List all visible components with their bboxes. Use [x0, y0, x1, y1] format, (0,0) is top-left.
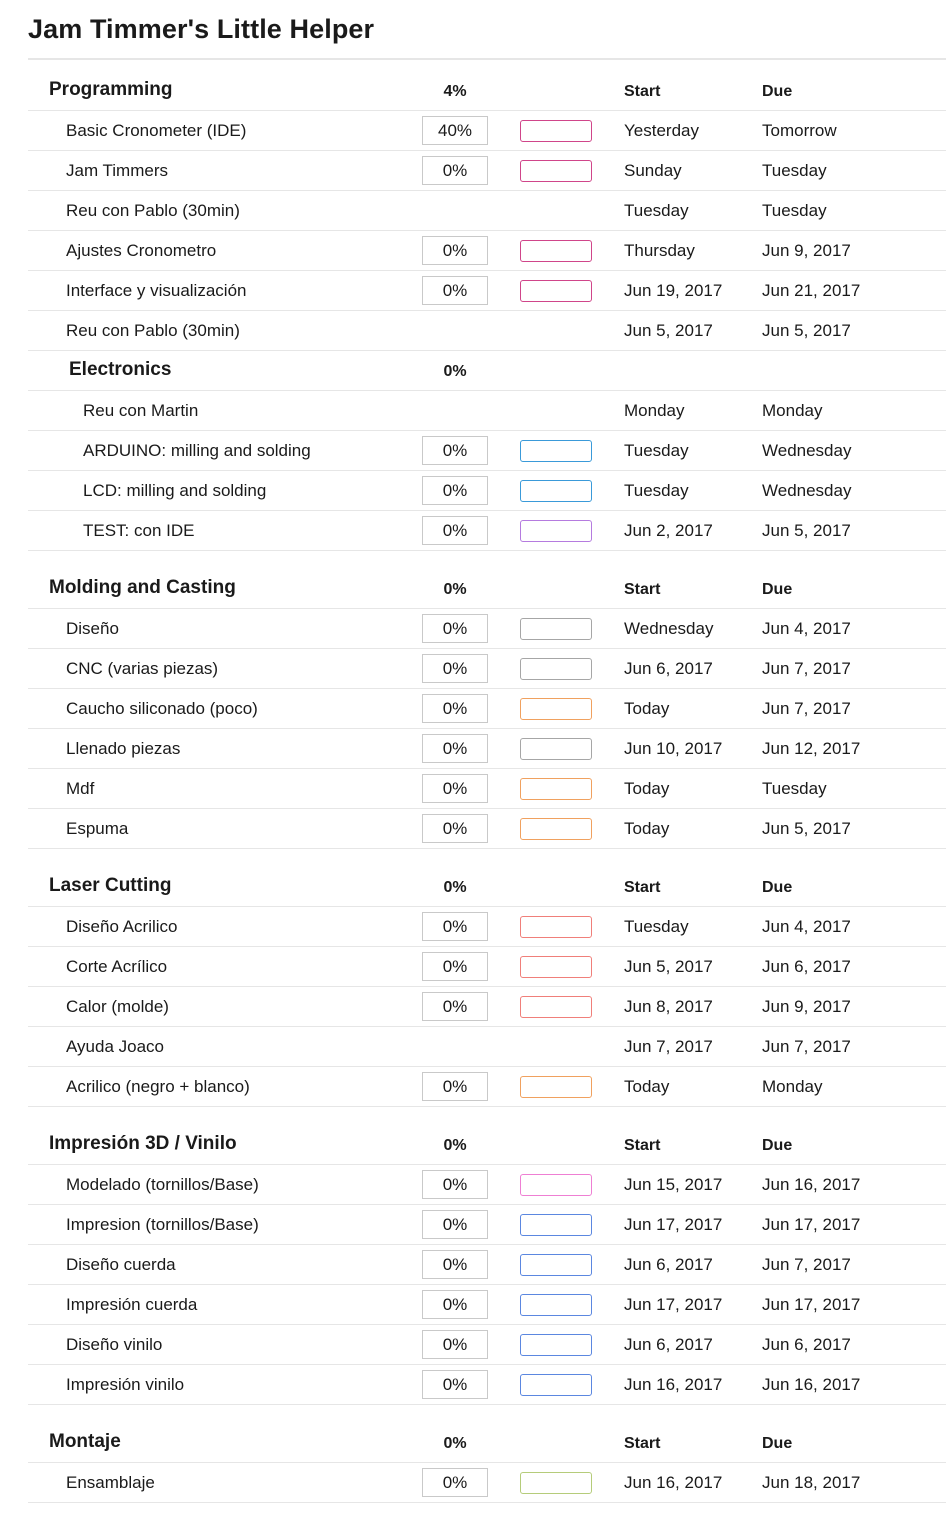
task-name[interactable]: CNC (varias piezas) [66, 659, 219, 678]
task-name[interactable]: Llenado piezas [66, 739, 181, 758]
task-due-date[interactable]: Jun 16, 2017 [762, 1175, 861, 1194]
task-name[interactable]: Calor (molde) [66, 997, 169, 1016]
column-header-start: Start [624, 1137, 661, 1154]
task-due-date[interactable]: Jun 21, 2017 [762, 281, 861, 300]
section-title: Electronics [69, 359, 172, 380]
task-color-swatch[interactable] [520, 996, 592, 1018]
task-progress-field[interactable]: 0% [422, 276, 488, 305]
task-row[interactable] [28, 729, 946, 769]
task-start-date[interactable]: Tuesday [624, 481, 689, 500]
section-progress: 0% [443, 879, 467, 896]
column-header-start: Start [624, 83, 661, 100]
task-due-date[interactable]: Wednesday [762, 441, 852, 460]
task-due-date[interactable]: Jun 9, 2017 [762, 997, 851, 1016]
task-progress-field[interactable]: 0% [422, 1250, 488, 1279]
task-row[interactable] [28, 191, 946, 231]
column-header-due: Due [762, 83, 793, 100]
section-header-montaje [28, 1423, 946, 1463]
task-due-date[interactable]: Tuesday [762, 779, 827, 798]
task-start-date[interactable]: Tuesday [624, 201, 689, 220]
task-row[interactable] [28, 1067, 946, 1107]
task-name[interactable]: Ensamblaje [66, 1473, 155, 1492]
section-header-impresion-3d-vinilo [28, 1125, 946, 1165]
task-start-date[interactable]: Yesterday [624, 121, 699, 140]
task-due-date[interactable]: Jun 12, 2017 [762, 739, 861, 758]
task-row[interactable] [28, 947, 946, 987]
task-name[interactable]: Acrilico (negro + blanco) [66, 1077, 250, 1096]
task-row[interactable] [28, 271, 946, 311]
task-name[interactable]: Diseño vinilo [66, 1335, 163, 1354]
task-due-date[interactable]: Jun 6, 2017 [762, 1335, 851, 1354]
task-color-swatch[interactable] [520, 1472, 592, 1494]
task-due-date[interactable]: Jun 16, 2017 [762, 1375, 861, 1394]
task-start-date[interactable]: Jun 17, 2017 [624, 1215, 723, 1234]
task-due-date[interactable]: Jun 7, 2017 [762, 699, 851, 718]
task-color-swatch[interactable] [520, 480, 592, 502]
task-row[interactable] [28, 1205, 946, 1245]
task-progress-field[interactable]: 0% [422, 1330, 488, 1359]
task-row[interactable] [28, 1165, 946, 1205]
section-header-molding-and-casting [28, 569, 946, 609]
task-start-date[interactable]: Jun 5, 2017 [624, 957, 713, 976]
section-title: Programming [49, 79, 173, 100]
task-name[interactable]: Reu con Pablo (30min) [66, 321, 240, 340]
task-row[interactable] [28, 809, 946, 849]
task-start-date[interactable]: Jun 6, 2017 [624, 1335, 713, 1354]
task-name[interactable]: Mdf [66, 779, 95, 798]
task-name[interactable]: Reu con Pablo (30min) [66, 201, 240, 220]
task-due-date[interactable]: Jun 7, 2017 [762, 1037, 851, 1056]
task-due-date[interactable]: Jun 17, 2017 [762, 1215, 861, 1234]
task-progress-field[interactable]: 0% [422, 1370, 488, 1399]
task-due-date[interactable]: Wednesday [762, 481, 852, 500]
section-header-electronics [28, 351, 946, 391]
task-row[interactable] [28, 311, 946, 351]
task-due-date[interactable]: Jun 7, 2017 [762, 659, 851, 678]
task-due-date[interactable]: Jun 5, 2017 [762, 321, 851, 340]
section-header-programming [28, 71, 946, 111]
task-name[interactable]: Corte Acrílico [66, 957, 168, 976]
task-progress-field[interactable]: 0% [422, 614, 488, 643]
section-progress: 0% [443, 1435, 467, 1452]
task-row[interactable] [28, 1285, 946, 1325]
task-row[interactable] [28, 609, 946, 649]
section-title: Laser Cutting [49, 875, 172, 896]
task-start-date[interactable]: Jun 16, 2017 [624, 1375, 723, 1394]
task-progress-field[interactable]: 0% [422, 436, 488, 465]
task-progress-field[interactable]: 0% [422, 1170, 488, 1199]
task-color-swatch[interactable] [520, 618, 592, 640]
column-header-start: Start [624, 879, 661, 896]
task-row[interactable] [28, 1463, 946, 1503]
task-start-date[interactable]: Jun 16, 2017 [624, 1473, 723, 1492]
task-row[interactable] [28, 649, 946, 689]
task-name[interactable]: Impresión vinilo [66, 1375, 185, 1394]
column-header-start: Start [624, 1435, 661, 1452]
task-progress-field[interactable]: 0% [422, 814, 488, 843]
task-progress-field[interactable]: 0% [422, 694, 488, 723]
task-due-date[interactable]: Jun 18, 2017 [762, 1473, 861, 1492]
task-due-date[interactable]: Jun 5, 2017 [762, 521, 851, 540]
task-progress-field[interactable]: 0% [422, 952, 488, 981]
task-due-date[interactable]: Jun 4, 2017 [762, 917, 851, 936]
task-color-swatch[interactable] [520, 1214, 592, 1236]
task-due-date[interactable]: Tuesday [762, 161, 827, 180]
task-name[interactable]: Diseño cuerda [66, 1255, 176, 1274]
task-start-date[interactable]: Today [624, 819, 670, 838]
task-color-swatch[interactable] [520, 658, 592, 680]
task-start-date[interactable]: Monday [624, 401, 685, 420]
task-name[interactable]: Modelado (tornillos/Base) [66, 1175, 259, 1194]
task-row[interactable] [28, 689, 946, 729]
task-start-date[interactable]: Jun 6, 2017 [624, 659, 713, 678]
task-start-date[interactable]: Jun 7, 2017 [624, 1037, 713, 1056]
task-due-date[interactable]: Monday [762, 1077, 823, 1096]
task-color-swatch[interactable] [520, 160, 592, 182]
task-name[interactable]: Ayuda Joaco [66, 1037, 164, 1056]
task-color-swatch[interactable] [520, 240, 592, 262]
task-progress-field[interactable]: 0% [422, 734, 488, 763]
task-progress-field[interactable]: 0% [422, 516, 488, 545]
task-row[interactable] [28, 511, 946, 551]
task-row[interactable] [28, 1365, 946, 1405]
task-color-swatch[interactable] [520, 1374, 592, 1396]
task-start-date[interactable]: Jun 15, 2017 [624, 1175, 723, 1194]
task-color-swatch[interactable] [520, 1254, 592, 1276]
task-start-date[interactable]: Tuesday [624, 917, 689, 936]
title-divider [28, 58, 946, 60]
task-due-date[interactable]: Jun 5, 2017 [762, 819, 851, 838]
section-progress: 0% [443, 581, 467, 598]
task-color-swatch[interactable] [520, 778, 592, 800]
task-name[interactable]: Ajustes Cronometro [66, 241, 217, 260]
task-start-date[interactable]: Wednesday [624, 619, 714, 638]
page-title: Jam Timmer's Little Helper [28, 14, 375, 44]
task-start-date[interactable]: Tuesday [624, 441, 689, 460]
task-row[interactable] [28, 987, 946, 1027]
task-color-swatch[interactable] [520, 1076, 592, 1098]
task-color-swatch[interactable] [520, 916, 592, 938]
task-start-date[interactable]: Jun 17, 2017 [624, 1295, 723, 1314]
task-name[interactable]: Impresión cuerda [66, 1295, 198, 1314]
task-progress-field[interactable]: 0% [422, 1290, 488, 1319]
task-color-swatch[interactable] [520, 440, 592, 462]
task-progress-field[interactable]: 0% [422, 156, 488, 185]
task-name[interactable]: Jam Timmers [66, 161, 168, 180]
task-due-date[interactable]: Tomorrow [762, 121, 837, 140]
task-row[interactable] [28, 1027, 946, 1067]
section-progress: 0% [443, 1137, 467, 1154]
task-row[interactable] [28, 471, 946, 511]
task-color-swatch[interactable] [520, 818, 592, 840]
task-progress-field[interactable]: 0% [422, 992, 488, 1021]
column-header-due: Due [762, 581, 793, 598]
task-progress-field[interactable]: 0% [422, 236, 488, 265]
task-start-date[interactable]: Today [624, 1077, 670, 1096]
task-name[interactable]: TEST: con IDE [83, 521, 195, 540]
task-name[interactable]: ARDUINO: milling and solding [83, 441, 311, 460]
task-name[interactable]: Caucho siliconado (poco) [66, 699, 258, 718]
task-row[interactable] [28, 391, 946, 431]
task-due-date[interactable]: Tuesday [762, 201, 827, 220]
task-start-date[interactable]: Today [624, 699, 670, 718]
task-progress-field[interactable]: 0% [422, 1072, 488, 1101]
column-header-start: Start [624, 581, 661, 598]
task-color-swatch[interactable] [520, 520, 592, 542]
task-color-swatch[interactable] [520, 280, 592, 302]
task-progress-field[interactable]: 0% [422, 1210, 488, 1239]
task-progress-field[interactable]: 0% [422, 654, 488, 683]
task-name[interactable]: Interface y visualización [66, 281, 247, 300]
section-title: Molding and Casting [49, 577, 236, 598]
task-name[interactable]: Diseño Acrilico [66, 917, 178, 936]
task-color-swatch[interactable] [520, 738, 592, 760]
task-row[interactable] [28, 907, 946, 947]
task-start-date[interactable]: Thursday [624, 241, 695, 260]
task-color-swatch[interactable] [520, 1174, 592, 1196]
section-header-laser-cutting [28, 867, 946, 907]
task-progress-field[interactable]: 0% [422, 774, 488, 803]
task-progress-field[interactable]: 0% [422, 912, 488, 941]
task-row[interactable] [28, 231, 946, 271]
section-progress: 0% [443, 363, 467, 380]
task-due-date[interactable]: Jun 4, 2017 [762, 619, 851, 638]
task-row[interactable] [28, 431, 946, 471]
task-name[interactable]: Diseño [66, 619, 119, 638]
task-progress-field[interactable]: 0% [422, 476, 488, 505]
section-title: Impresión 3D / Vinilo [49, 1133, 237, 1154]
task-due-date[interactable]: Monday [762, 401, 823, 420]
section-title: Montaje [49, 1431, 121, 1452]
task-start-date[interactable]: Jun 5, 2017 [624, 321, 713, 340]
task-start-date[interactable]: Jun 2, 2017 [624, 521, 713, 540]
column-header-due: Due [762, 1137, 793, 1154]
task-row[interactable] [28, 769, 946, 809]
task-name[interactable]: LCD: milling and solding [83, 481, 267, 500]
task-name[interactable]: Basic Cronometer (IDE) [66, 121, 247, 140]
section-progress: 4% [443, 83, 467, 100]
task-due-date[interactable]: Jun 9, 2017 [762, 241, 851, 260]
task-row[interactable] [28, 151, 946, 191]
task-start-date[interactable]: Sunday [624, 161, 682, 180]
task-start-date[interactable]: Jun 10, 2017 [624, 739, 723, 758]
task-name[interactable]: Impresion (tornillos/Base) [66, 1215, 259, 1234]
task-due-date[interactable]: Jun 17, 2017 [762, 1295, 861, 1314]
task-color-swatch[interactable] [520, 1334, 592, 1356]
task-row[interactable] [28, 1245, 946, 1285]
column-header-due: Due [762, 879, 793, 896]
task-name[interactable]: Espuma [66, 819, 129, 838]
task-color-swatch[interactable] [520, 956, 592, 978]
task-name[interactable]: Reu con Martin [83, 401, 199, 420]
task-start-date[interactable]: Today [624, 779, 670, 798]
task-color-swatch[interactable] [520, 120, 592, 142]
task-row[interactable] [28, 111, 946, 151]
task-start-date[interactable]: Jun 8, 2017 [624, 997, 713, 1016]
task-row[interactable] [28, 1325, 946, 1365]
task-due-date[interactable]: Jun 7, 2017 [762, 1255, 851, 1274]
task-start-date[interactable]: Jun 19, 2017 [624, 281, 723, 300]
task-progress-field[interactable]: 40% [422, 116, 488, 145]
task-color-swatch[interactable] [520, 698, 592, 720]
column-header-due: Due [762, 1435, 793, 1452]
task-color-swatch[interactable] [520, 1294, 592, 1316]
task-progress-field[interactable]: 0% [422, 1468, 488, 1497]
task-start-date[interactable]: Jun 6, 2017 [624, 1255, 713, 1274]
task-due-date[interactable]: Jun 6, 2017 [762, 957, 851, 976]
